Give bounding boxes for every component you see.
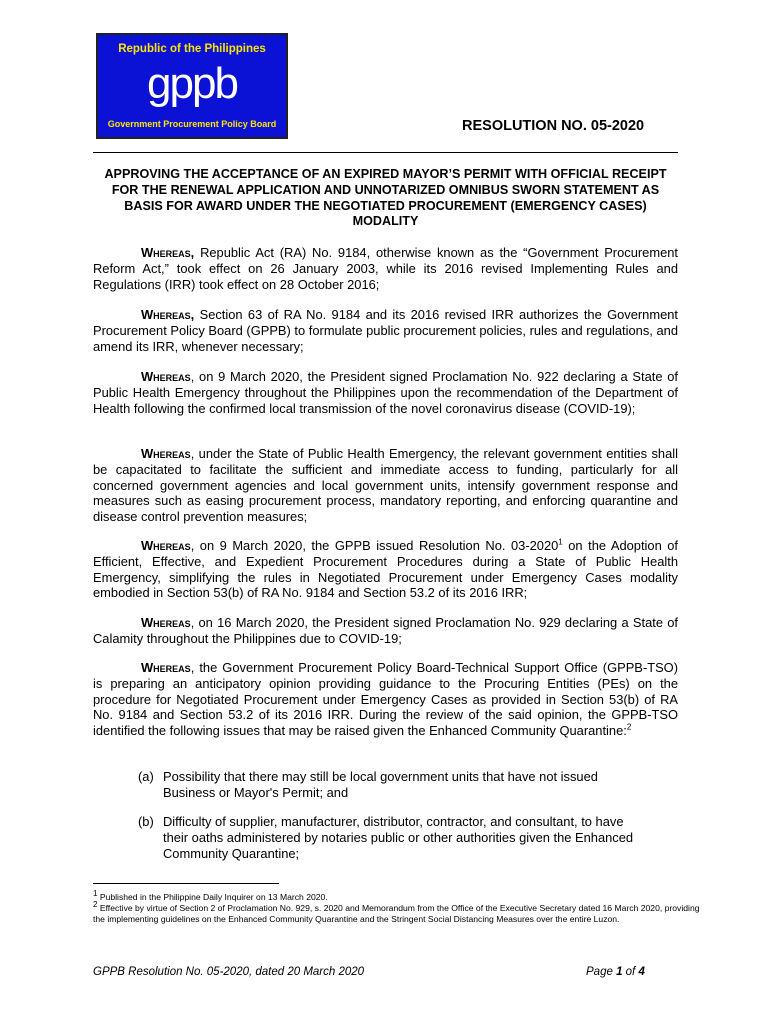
resolution-title: APPROVING THE ACCEPTANCE OF AN EXPIRED MAYOR’S PERMIT WITH OFFICIAL RECEIPT FOR THE RENEWAL APPLICATION AND UNNOTARIZED OMNIBUS SWORN STATEMENT AS BASIS FOR AWARD UNDER THE NEGOTIATED PROCUREMENT (EMERGENCY CASES) MODALITY <box>104 167 667 229</box>
paragraph-text: , on 9 March 2020, the GPPB issued Resolution No. 03-2020 <box>190 538 559 553</box>
footnote-text: Published in the Philippine Daily Inquirer on 13 March 2020. <box>97 892 328 902</box>
whereas-paragraph-1 <box>93 245 678 292</box>
list-item <box>138 814 638 861</box>
footnote-number: 1 <box>93 889 98 899</box>
footnote-number: 2 <box>93 900 98 910</box>
whereas-lead: Whereas <box>141 615 191 630</box>
paragraph-text: , on 9 March 2020, the President signed Proclamation No. 922 declaring a State of Public Health Emergency throughout the Philippines upon the recommendation of the Department of Health following the confirmed local transmission of the novel coronavirus disease (COVID-19); <box>93 369 678 416</box>
footer-document-reference: GPPB Resolution No. 05-2020, dated 20 March 2020 <box>93 966 365 978</box>
resolution-number: RESOLUTION NO. 05-2020 <box>462 118 645 134</box>
header-divider <box>93 152 678 153</box>
whereas-lead: Whereas <box>141 538 191 553</box>
logo-top-text: Republic of the Philippines <box>118 43 266 55</box>
whereas-paragraph-7 <box>93 660 678 739</box>
footnote-2 <box>93 900 703 924</box>
logo-bottom-text: Government Procurement Policy Board <box>107 119 277 129</box>
whereas-lead: Whereas <box>141 660 191 675</box>
whereas-paragraph-2 <box>93 307 678 354</box>
paragraph-text: on the Adoption of Efficient, Effective, and Expedient Procurement Procedures during a State of Public Health Emergency, simplifying the rules in Negotiated Procurement under Emergency Cases modality embodied in Section 53(b) of RA No. 9184 and Section 53.2 of its 2016 IRR; <box>93 538 678 601</box>
footnote-ref-1[interactable]: 1 <box>558 537 563 547</box>
whereas-paragraph-3 <box>93 369 678 416</box>
whereas-lead: Whereas <box>141 369 191 384</box>
whereas-paragraph-4 <box>93 446 678 525</box>
list-item <box>138 769 638 801</box>
page-current: 1 <box>616 966 623 978</box>
page-label: Page <box>586 966 617 978</box>
list-item-label: (a) <box>138 769 154 784</box>
footnote-ref-2[interactable]: 2 <box>626 722 632 732</box>
footnote-text: Effective by virtue of Section 2 of Proclamation No. 929, s. 2020 and Memorandum from the Office of the Executive Secretary dated 16 March 2020, providing the implementing guidelines on the Enhanced Community Quarantine and the Stringent Social Distancing Measures over the entire Luzon. <box>93 903 700 924</box>
page-of: of <box>622 966 639 978</box>
whereas-lead: Whereas, <box>141 245 195 260</box>
paragraph-text: Republic Act (RA) No. 9184, otherwise known as the “Government Procurement Reform Act,” took effect on 26 January 2003, while its 2016 revised Implementing Rules and Regulations (IRR) took effect on 28 October 2016; <box>93 245 678 292</box>
list-item-text: Difficulty of supplier, manufacturer, distributor, contractor, and consultant, to have their oaths administered by notaries public or other authorities given the Enhanced Community Quarantine; <box>163 814 634 861</box>
whereas-lead: Whereas, <box>141 307 195 322</box>
paragraph-text: , on 16 March 2020, the President signed Proclamation No. 929 declaring a State of Calamity throughout the Philippines due to COVID-19; <box>93 615 678 646</box>
page-total: 4 <box>638 966 645 978</box>
list-item-text: Possibility that there may still be local government units that have not issued Business or Mayor's Permit; and <box>163 769 598 800</box>
paragraph-text: , under the State of Public Health Emergency, the relevant government entities shall be capacitated to facilitate the sufficient and immediate access to funding, particularly for all concerned government agencies and local government units, intensify government response and measures such as easing procurement process, mandatory reporting, and enforcing quarantine and disease control prevention measures; <box>93 446 678 525</box>
footnote-divider <box>93 883 279 884</box>
whereas-paragraph-5 <box>93 538 678 601</box>
paragraph-text: Section 63 of RA No. 9184 and its 2016 revised IRR authorizes the Government Procurement Policy Board (GPPB) to formulate public procurement policies, rules and regulations, and amend its IRR, whenever necessary; <box>93 307 678 354</box>
paragraph-text: , the Government Procurement Policy Board-Technical Support Office (GPPB-TSO) is preparing an anticipatory opinion providing guidance to the Procuring Entities (PEs) on the procedure for Negotiated Procurement under Emergency Cases as provided in Section 53(b) of RA No. 9184 and Section 53.2 of its 2016 IRR. During the review of the said opinion, the GPPB-TSO identified the following issues that may be raised given the Enhanced Community Quarantine: <box>93 660 678 739</box>
footnote-1 <box>93 889 703 903</box>
gppb-logo <box>96 33 288 139</box>
logo-mark: gppb <box>147 59 237 108</box>
footer-page-number <box>586 966 645 978</box>
whereas-paragraph-6 <box>93 615 678 647</box>
whereas-lead: Whereas <box>141 446 191 461</box>
list-item-label: (b) <box>138 814 154 829</box>
